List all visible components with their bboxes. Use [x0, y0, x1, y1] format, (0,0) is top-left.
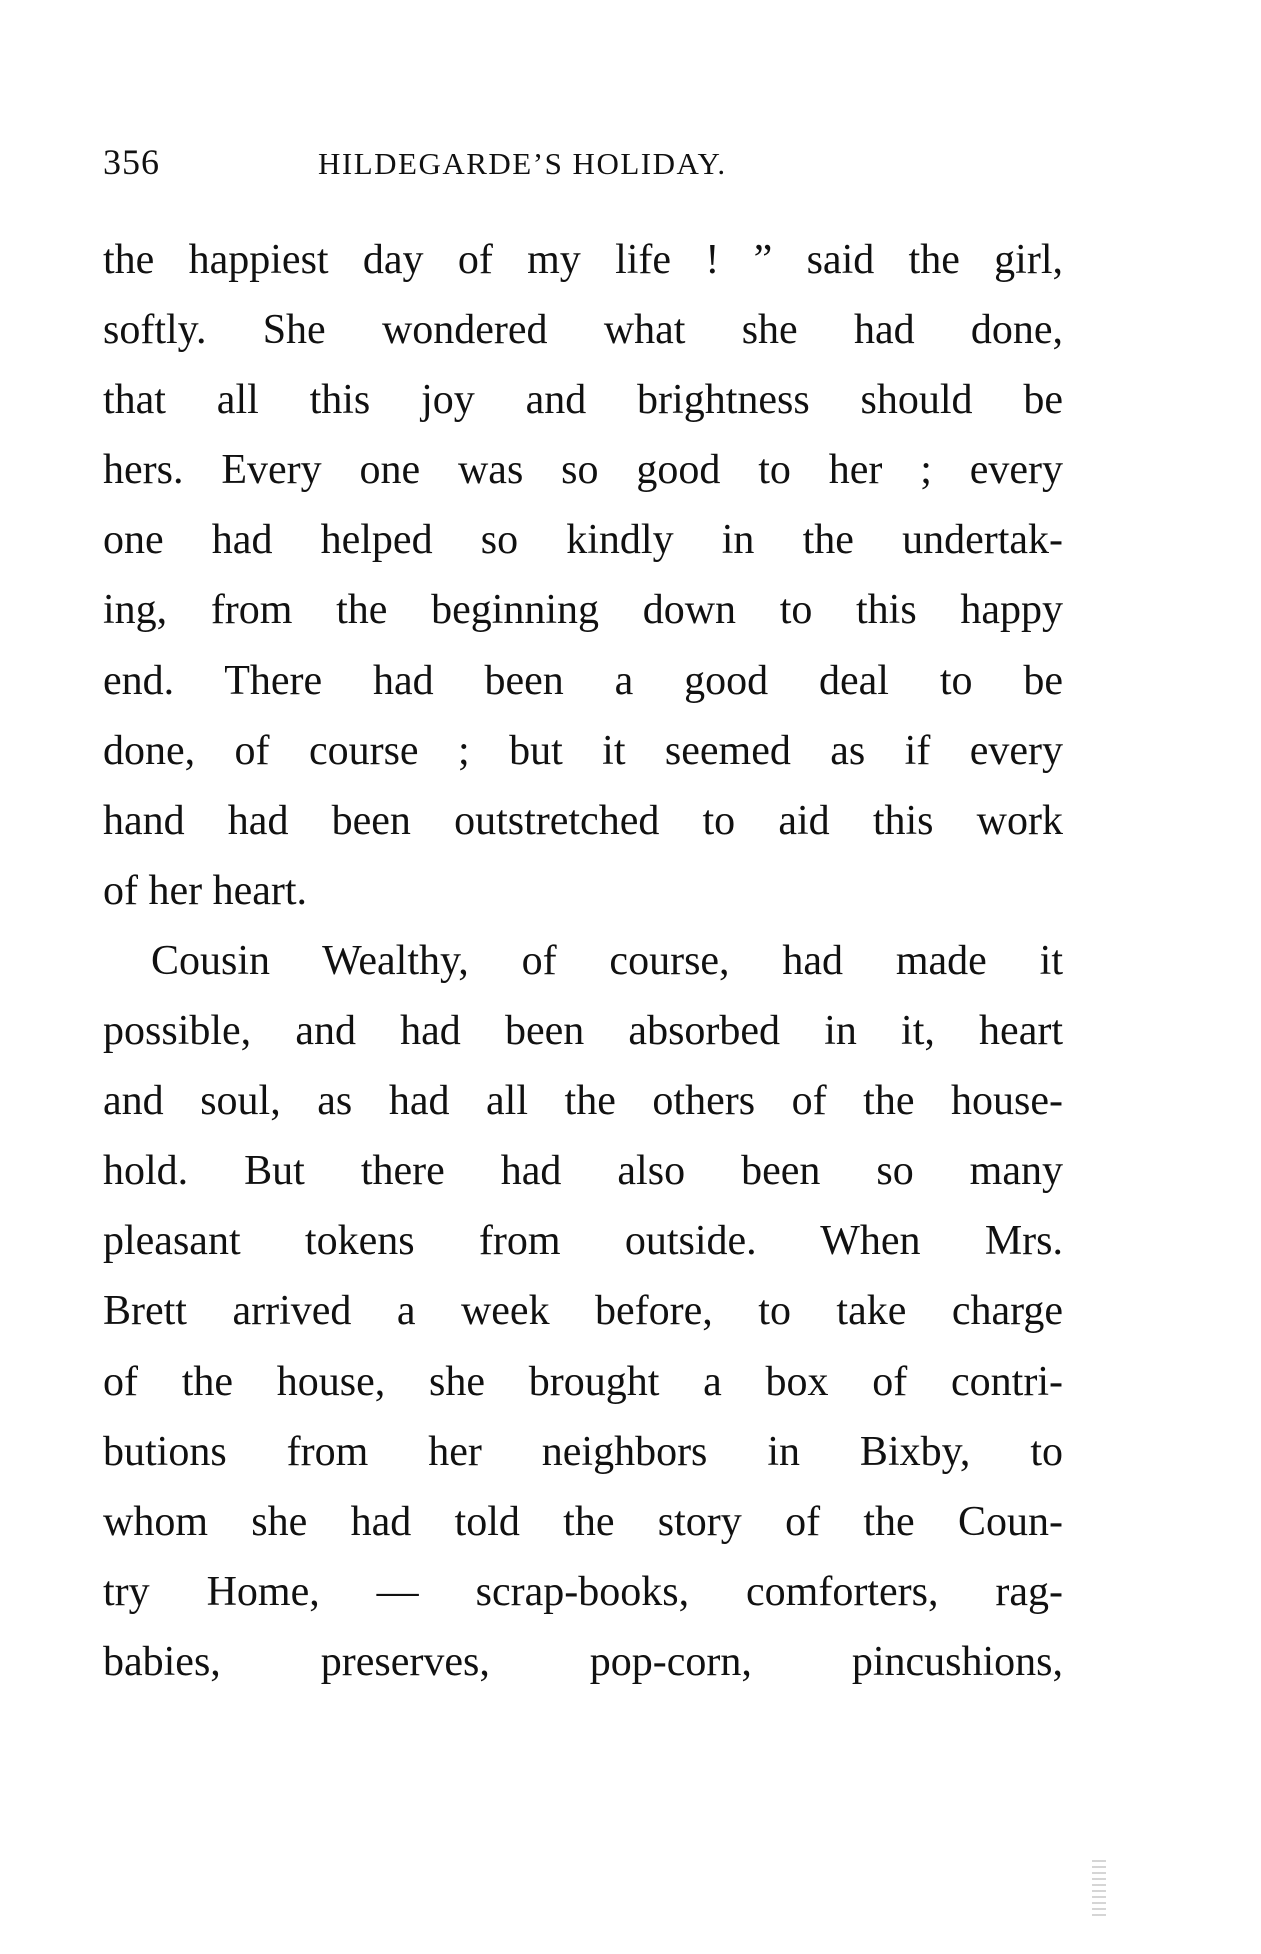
- text-line: that all this joy and brightness should be: [103, 377, 1063, 424]
- text-line: try Home, — scrap-books, comforters, rag-: [103, 1568, 1063, 1615]
- text-line: softly. She wondered what she had done,: [103, 307, 1063, 354]
- text-line: of the house, she brought a box of contri-: [103, 1358, 1063, 1405]
- body-text: [103, 225, 1063, 1697]
- text-line: pleasant tokens from outside. When Mrs.: [103, 1218, 1063, 1265]
- text-line: Cousin Wealthy, of course, had made it: [151, 937, 1063, 984]
- running-title: HILDEGARDE’S HOLIDAY.: [318, 146, 727, 181]
- text-line: and soul, as had all the others of the house-: [103, 1078, 1063, 1125]
- text-line: hand had been outstretched to aid this work: [103, 797, 1063, 844]
- text-line: done, of course ; but it seemed as if every: [103, 727, 1063, 774]
- text-line: ing, from the beginning down to this happy: [103, 587, 1063, 634]
- text-line: whom she had told the story of the Coun-: [103, 1498, 1063, 1545]
- text-line: one had helped so kindly in the undertak-: [103, 517, 1063, 564]
- text-line: the happiest day of my life ! ” said the girl,: [103, 237, 1063, 283]
- text-line: butions from her neighbors in Bixby, to: [103, 1428, 1063, 1475]
- text-line: possible, and had been absorbed in it, heart: [103, 1008, 1063, 1055]
- text-line: hold. But there had also been so many: [103, 1148, 1063, 1195]
- text-line: Brett arrived a week before, to take charge: [103, 1288, 1063, 1335]
- text-line: end. There had been a good deal to be: [103, 657, 1063, 704]
- scan-artifact: [1092, 1860, 1106, 1920]
- page-number: 356: [103, 142, 160, 182]
- text-line: of her heart.: [103, 867, 308, 914]
- page-header: [103, 142, 1063, 182]
- text-line: babies, preserves, pop-corn, pincushions,: [103, 1638, 1063, 1685]
- text-line: hers. Every one was so good to her ; every: [103, 447, 1063, 494]
